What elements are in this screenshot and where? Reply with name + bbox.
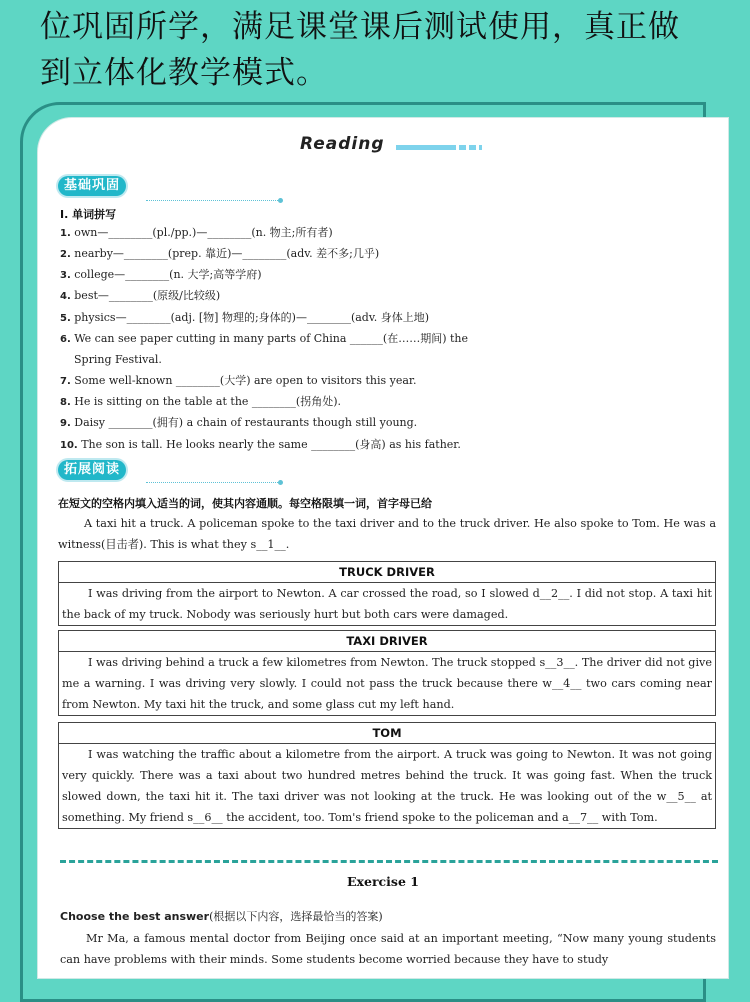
vocab-item: 4. best—________(原级/比较级) bbox=[60, 289, 221, 302]
intro-paragraph: A taxi hit a truck. A policeman spoke to the taxi driver and to the truck driver. He also spoke to Tom. He was a witness(目击者). This is what they s__1__. bbox=[58, 517, 716, 551]
reading-title: Reading bbox=[300, 134, 385, 154]
banner-text bbox=[40, 4, 740, 96]
vocab-item: 9. Daisy ________(拥有) a chain of restaurants though still young. bbox=[60, 416, 418, 429]
banner-line-2: 到立体化教学模式。 bbox=[40, 55, 328, 91]
worksheet-page bbox=[38, 118, 728, 978]
section-divider-dot bbox=[278, 198, 283, 203]
vocab-item: 2. nearby—________(prep. 靠近)—________(adv. 差不多;几乎) bbox=[60, 247, 380, 260]
section-divider-dot bbox=[278, 480, 283, 485]
cloze-instruction: 在短文的空格内填入适当的词，使其内容通顺。每空格限填一词，首字母已给 bbox=[58, 497, 432, 510]
subhead-spelling: Ⅰ. 单词拼写 bbox=[60, 208, 117, 221]
vocab-item: 10. The son is tall. He looks nearly the same ________(身高) as his father. bbox=[60, 438, 461, 451]
vocab-item: 5. physics—________(adj. [物] 物理的;身体的)—________(adv. 身体上地) bbox=[60, 311, 430, 324]
statement-title: TAXI DRIVER bbox=[59, 631, 715, 652]
vocab-item: 1. own—________(pl./pp.)—________(n. 物主;所有者) bbox=[60, 226, 333, 239]
vocab-item: 8. He is sitting on the table at the ________(拐角处). bbox=[60, 395, 341, 408]
section-badge-basics: 基础巩固 bbox=[58, 176, 126, 196]
title-decoration-bar bbox=[396, 145, 482, 150]
banner-line-1: 位巩固所学，满足课堂课后测试使用，真正做 bbox=[40, 9, 680, 45]
vocab-item-continuation: Spring Festival. bbox=[74, 353, 162, 366]
exercise-title: Exercise 1 bbox=[347, 874, 419, 889]
statement-box-truck-driver bbox=[58, 561, 716, 626]
statement-box-tom bbox=[58, 722, 716, 829]
section-divider bbox=[146, 482, 278, 483]
exercise-instruction: Choose the best answer(根据以下内容，选择最恰当的答案) bbox=[60, 910, 383, 923]
section-divider bbox=[146, 200, 278, 201]
vocab-item: 3. college—________(n. 大学;高等学府) bbox=[60, 268, 262, 281]
vocab-item: 6. We can see paper cutting in many parts of China ______(在……期间) the bbox=[60, 332, 469, 345]
exercise-paragraph: Mr Ma, a famous mental doctor from Beijing once said at an important meeting, “Now many young students can have problems with their minds. Some students become worried because they have to study bbox=[60, 932, 716, 966]
statement-body: I was watching the traffic about a kilometre from the airport. A truck was going to Newton. It was not going very quickly. There was a taxi about two hundred metres behind the truck. It was going fast. When the truck slowed down, the taxi hit it. The taxi driver was not looking at the truck. He was looking out of the w__5__ at something. My friend s__6__ the accident, too. Tom's friend spoke to the policeman and a__7__ with Tom. bbox=[62, 748, 712, 824]
statement-body: I was driving behind a truck a few kilometres from Newton. The truck stopped s__3__. The driver did not give me a warning. I was driving very slowly. I could not pass the truck because there w__4__ two cars coming near from Newton. My taxi hit the truck, and some glass cut my left hand. bbox=[62, 656, 712, 711]
statement-title: TRUCK DRIVER bbox=[59, 562, 715, 583]
statement-body: I was driving from the airport to Newton. A car crossed the road, so I slowed d__2__. I did not stop. A taxi hit the back of my truck. Nobody was seriously hurt but both cars were damaged. bbox=[62, 587, 712, 621]
statement-box-taxi-driver bbox=[58, 630, 716, 716]
vocab-item: 7. Some well-known ________(大学) are open to visitors this year. bbox=[60, 374, 417, 387]
statement-title: TOM bbox=[59, 723, 715, 744]
exercise-divider bbox=[60, 860, 718, 863]
section-badge-extended-reading: 拓展阅读 bbox=[58, 460, 126, 480]
